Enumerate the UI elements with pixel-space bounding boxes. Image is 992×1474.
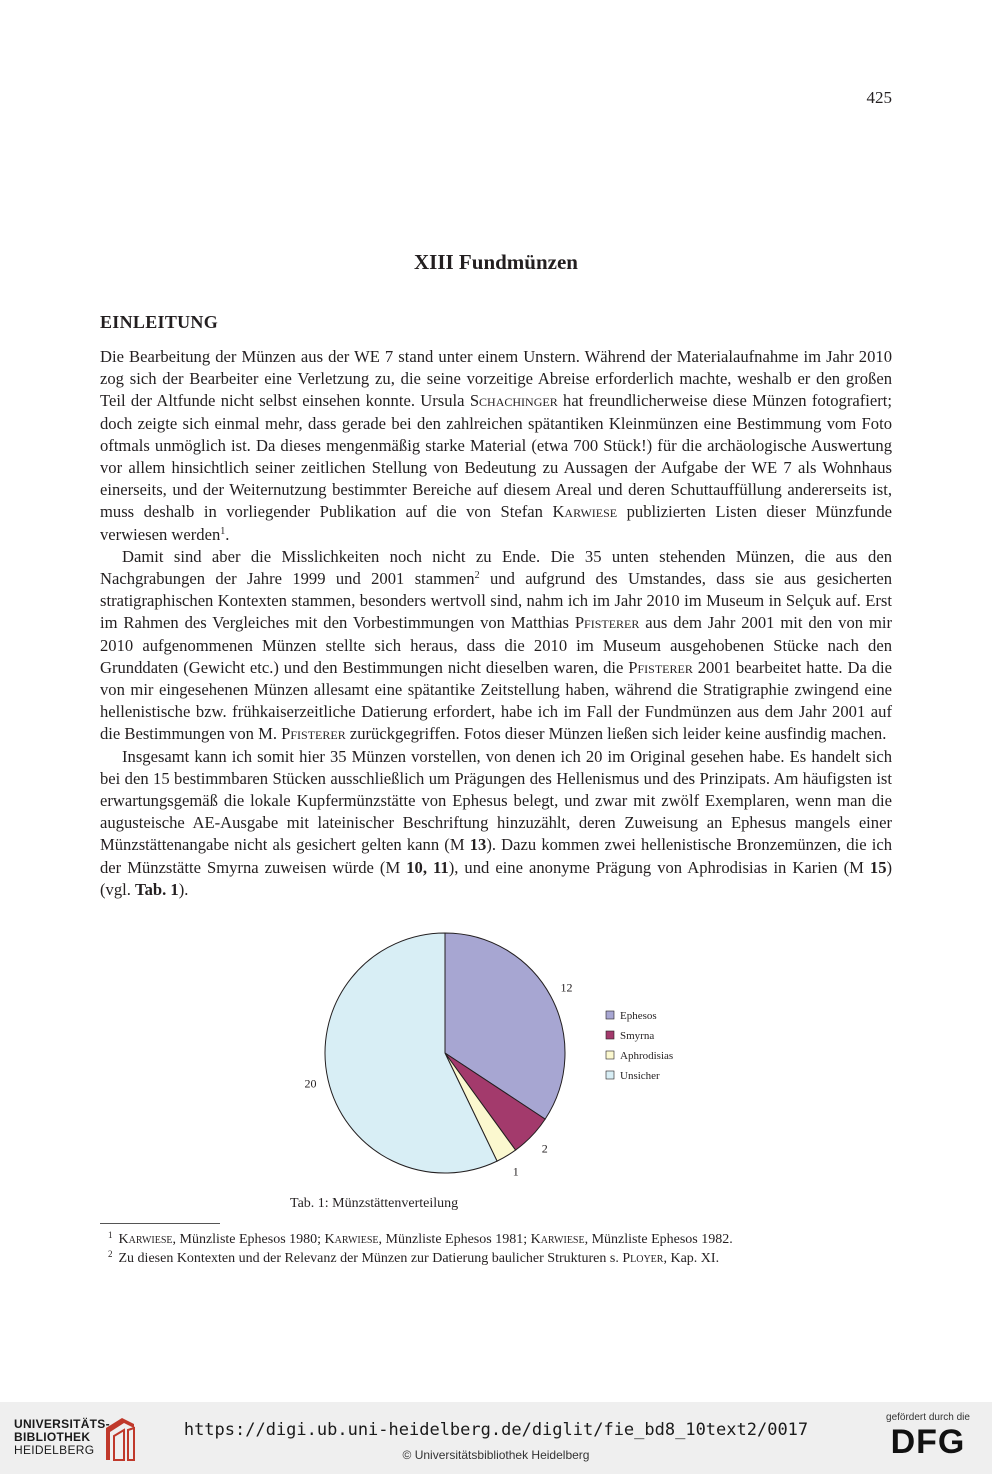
dfg-wordmark: DFG	[890, 1423, 966, 1461]
paragraph-3	[100, 746, 892, 901]
footnote-1	[108, 1230, 733, 1249]
chapter-title: XIII Fundmünzen	[414, 250, 578, 274]
author-name: Pfisterer	[281, 724, 346, 744]
footnote-ref-2[interactable]: 2	[474, 570, 480, 582]
text-run: , Kap. XI.	[663, 1251, 720, 1266]
text-run: aus dem Jahr 2001 mit den von mir 2010 aufgenommenen Münzen stellte sich heraus, dass die 2010 im Museum ausgehobenen Stücke nach den Grunddaten (Gewicht etc.) und den Bestimmungen nicht dieselben waren, die	[100, 613, 892, 677]
text-run: ), und eine anonyme Prägung von Aphrodisias in Karien (M	[448, 857, 870, 877]
text-run: ). Dazu kommen zwei hellenistische Bronzemünzen, die ich der Münzstätte Smyrna zuweisen würde (M	[100, 835, 892, 877]
text-run: , Münzliste Ephesos 1982.	[584, 1232, 733, 1247]
pie-value-label-smyrna: 2	[541, 1141, 548, 1156]
section-heading: EINLEITUNG	[100, 312, 219, 332]
bold-ref: 13	[469, 835, 487, 855]
legend-swatch-ephesos	[606, 1011, 614, 1019]
figure-caption: Tab. 1: Münzstättenverteilung	[290, 1196, 459, 1211]
text-run: , Münzliste Ephesos 1981;	[378, 1232, 531, 1247]
text-run: zurückgegriffen. Fotos dieser Münzen ließen sich leider keine ausfindig machen.	[345, 724, 887, 744]
text-run: Insgesamt kann ich somit hier 35 Münzen vorstellen, von denen ich 20 im Original gesehen habe. Es handelt sich bei den 15 bestimmbaren Stücken ausschließlich um Prägungen des Hellenismus und des Prinzipats. Am häufigsten ist erwartungsgemäß die lokale Kupfermünzstätte von Ephesus belegt, und zwar mit zwölf Exemplaren, wenn man die augusteische AE-Ausgabe mit lateinischer Beschriftung hinzuzählt, deren Zuweisung an Ephesus mangels einer Münzstättenangabe nicht als gesichert gelten kann (M	[100, 746, 892, 855]
logo-text: HEIDELBERG	[14, 1443, 95, 1457]
paragraph-2	[100, 546, 892, 746]
author-name: Pfisterer	[574, 613, 640, 633]
legend-label-unsicher: Unsicher	[620, 1070, 660, 1082]
legend-swatch-unsicher	[606, 1071, 614, 1079]
body-text	[100, 346, 892, 901]
text-run: Damit sind aber die Misslichkeiten noch nicht zu Ende. Die 35 unten stehenden Münzen, die aus den Nachgrabungen der Jahre 1999 und 2001 stammen	[100, 546, 892, 589]
footer-bar	[0, 1402, 992, 1474]
footnote-2	[108, 1249, 733, 1268]
legend-label-ephesos: Ephesos	[620, 1010, 657, 1022]
text-run: Zu diesen Kontexten und der Relevanz der Münzen zur Datierung baulicher Strukturen s.	[118, 1251, 623, 1266]
author-name: Karwiese	[118, 1232, 173, 1247]
page-number: 425	[866, 88, 892, 107]
footnote-number: 2	[108, 1249, 113, 1259]
dfg-logo[interactable]	[878, 1412, 978, 1461]
pie-chart	[280, 925, 720, 1187]
text-run: , Münzliste Ephesos 1980;	[172, 1232, 325, 1247]
text-run: ) (vgl.	[100, 857, 893, 899]
page-url[interactable]: https://digi.ub.uni-heidelberg.de/diglit/fie_bd8_10text2/0017	[183, 1420, 809, 1440]
logo-text: UNIVERSITÄTS-	[14, 1417, 110, 1431]
author-name: Ployer	[622, 1251, 664, 1266]
author-name: Karwiese	[530, 1232, 585, 1247]
legend-swatch-smyrna	[606, 1031, 614, 1039]
bold-ref: 15	[869, 857, 887, 877]
table-ref[interactable]: Tab. 1	[135, 879, 179, 899]
text-run: 2001 bearbeitet hatte. Da die von mir eingesehenen Münzen allesamt eine spätantike Zeitstellung haben, während die Stratigraphie zwingend eine hellenistische bzw. frühkaiserzeitliche Datierung erfordert, habe ich im Fall der Fundmünzen aus dem Jahr 2001 auf die Bestimmungen von M.	[100, 657, 893, 744]
pie-value-label-unsicher: 20	[304, 1076, 317, 1091]
pie-value-label-ephesos: 12	[560, 980, 573, 995]
legend-label-smyrna: Smyrna	[620, 1030, 655, 1042]
text-run: Die Bearbeitung der Münzen aus der WE 7 stand unter einem Unstern. Während der Materialaufnahme im Jahr 2010 zog sich der Bearbeiter eine Verletzung zu, die seine vorzeitige Abreise erforderlich machte, weshalb er den großen Teil der Altfunde nicht selbst einsehen konnte. Ursula	[100, 347, 892, 411]
text-run: hat freundlicherweise diese Münzen fotografiert; doch zeigte sich einmal mehr, dass gerade bei den zahlreichen spätantiken Kleinmünzen eine Bestimmung vom Foto oftmals unmöglich ist. Da dieses mengenmäßig starke Material (etwa 700 Stück!) für die archäologische Auswertung vor allem hinsichtlich seiner zeitlichen Stellung von Bedeutung zu Aussagen der Aufgabe der WE 7 als Wohnhaus einerseits, und der Weiternutzung bestimmter Bereiche auf diesem Areal und deren Schuttauffüllung andererseits ist, muss deshalb in vorliegender Publikation auf die von Stefan	[100, 391, 892, 522]
bold-ref: 10, 11	[406, 857, 449, 877]
footnotes	[108, 1230, 733, 1268]
author-name: Karwiese	[552, 502, 618, 522]
author-name: Schachinger	[469, 391, 558, 411]
author-name: Karwiese	[324, 1232, 379, 1247]
text-run: und aufgrund des Umstandes, dass sie aus gesicherten stratigraphischen Kontexten stammen, besonders wertvoll sind, nahm ich im Jahr 2010 im Museum in Selçuk auf. Erst im Rahmen des Vergleiches mit den Vorbestimmungen von Matthias	[100, 569, 892, 633]
text-run: publizierten Listen dieser Münzfunde verwiesen werden	[100, 502, 893, 544]
text-run: .	[225, 524, 230, 544]
footnote-divider	[100, 1223, 220, 1224]
dfg-tagline: gefördert durch die	[886, 1412, 970, 1423]
footnote-number: 1	[108, 1230, 113, 1240]
legend-swatch-aphrodisias	[606, 1051, 614, 1059]
pie-chart-figure	[280, 925, 720, 1187]
pie-value-label-aphrodisias: 1	[512, 1164, 519, 1179]
paragraph-1	[100, 346, 892, 546]
footnote-ref-1[interactable]: 1	[220, 525, 226, 537]
logo-text: BIBLIOTHEK	[14, 1430, 91, 1444]
text-run: ).	[178, 879, 189, 899]
copyright: © Universitätsbibliothek Heidelberg	[402, 1448, 590, 1462]
legend-label-aphrodisias: Aphrodisias	[620, 1050, 674, 1062]
author-name: Pfisterer	[628, 657, 693, 677]
